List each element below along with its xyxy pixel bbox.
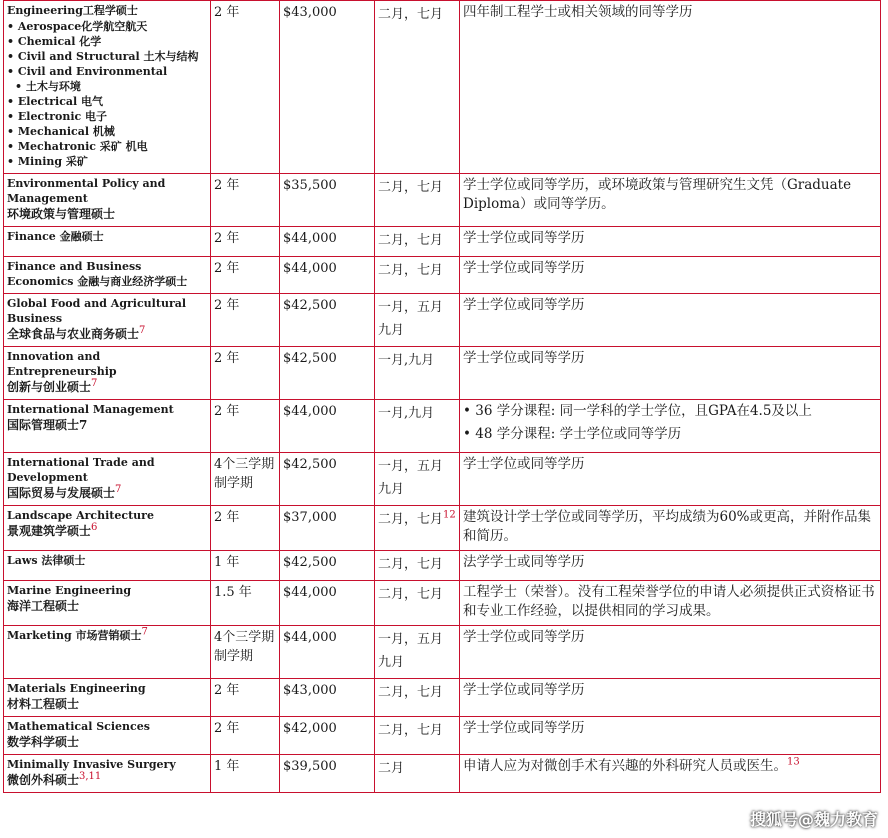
duration-cell: 2 年 (211, 347, 280, 400)
requirement-cell: 工程学士（荣誉）。没有工程荣誉学位的申请人必须提供正式资格证书和专业工作经验，以提供相同的学习成果。 (460, 581, 881, 626)
footnote-ref: 6 (91, 522, 98, 533)
fee-cell: $43,000 (280, 679, 375, 717)
specialisation-list (7, 19, 207, 169)
duration-cell: 1.5 年 (211, 581, 280, 626)
fee-cell: $42,500 (280, 294, 375, 347)
intake-cell (375, 506, 460, 551)
list-item: • Mechatronic 采矿 机电 (7, 139, 207, 154)
table-row (4, 679, 881, 717)
program-name-cell (4, 626, 211, 679)
program-name: Engineering工程学硕士 (7, 4, 138, 17)
intake-cell: 一月,九月 (375, 347, 460, 400)
fee-cell: $44,000 (280, 626, 375, 679)
fee-cell: $35,500 (280, 174, 375, 227)
intake-cell: 一月，五月 九月 (375, 626, 460, 679)
duration-cell: 2 年 (211, 679, 280, 717)
program-name-zh: 环境政策与管理硕士 (7, 207, 116, 221)
list-item: • Chemical 化学 (7, 34, 207, 49)
table-row (4, 626, 881, 679)
duration-cell: 2 年 (211, 400, 280, 453)
program-name: Laws 法律硕士 (7, 554, 86, 567)
program-name: Finance and Business Economics 金融与商业经济学硕士 (7, 260, 188, 288)
program-name-cell (4, 581, 211, 626)
program-name: International Management (7, 403, 174, 416)
fee-cell: $42,500 (280, 453, 375, 506)
table-row (4, 755, 881, 793)
fee-cell: $44,000 (280, 227, 375, 257)
program-name-zh-wrap (7, 523, 207, 539)
intake-cell: 二月，七月 (375, 551, 460, 581)
program-name-cell (4, 294, 211, 347)
fee-cell: $43,000 (280, 1, 375, 174)
list-item: • Mechanical 机械 (7, 124, 207, 139)
intake-cell: 二月，七月 (375, 257, 460, 294)
program-name-cell (4, 717, 211, 755)
program-name-zh: 数学科学硕士 (7, 735, 80, 749)
duration-cell: 4个三学期制学期 (211, 453, 280, 506)
program-name: Innovation and Entrepreneurship (7, 350, 117, 378)
requirement-cell: 学士学位或同等学历 (460, 294, 881, 347)
fee-cell: $42,500 (280, 347, 375, 400)
footnote-ref: 7 (115, 484, 122, 495)
fee-cell: $44,000 (280, 581, 375, 626)
duration-cell: 2 年 (211, 717, 280, 755)
program-name: Materials Engineering (7, 682, 146, 695)
program-name-zh: 微创外科硕士 (7, 773, 80, 787)
duration-cell: 2 年 (211, 174, 280, 227)
program-name-cell (4, 506, 211, 551)
footnote-ref: 13 (787, 756, 800, 768)
list-item-continuation (7, 79, 207, 94)
duration-cell: 1 年 (211, 551, 280, 581)
requirement-text: 申请人应为对微创手术有兴趣的外科研究人员或医生。 (463, 758, 787, 774)
duration-cell: 2 年 (211, 506, 280, 551)
program-name-cell (4, 1, 211, 174)
program-name: Marine Engineering (7, 584, 132, 597)
duration-cell: 1 年 (211, 755, 280, 793)
list-item: • Mining 采矿 (7, 154, 207, 169)
program-name: Landscape Architecture (7, 509, 154, 522)
program-name: Marketing 市场营销硕士 (7, 629, 142, 642)
program-name-cell (4, 551, 211, 581)
intake-text: 二月，七月 (378, 512, 444, 527)
program-name: Finance 金融硕士 (7, 230, 104, 243)
footnote-ref: 7 (139, 325, 146, 336)
fee-cell: $44,000 (280, 257, 375, 294)
list-item: • 48 学分课程: 学士学位或同等学历 (463, 425, 877, 444)
program-name-zh-wrap (7, 379, 207, 395)
table-row (4, 257, 881, 294)
program-name-zh: 景观建筑学硕士 (7, 524, 92, 538)
list-item: • Aerospace化学航空航天 (7, 19, 207, 34)
program-name-zh: 海洋工程硕士 (7, 599, 80, 613)
footnote-ref: 12 (443, 509, 456, 521)
program-name-wrap (7, 628, 207, 643)
program-name: Minimally Invasive Surgery (7, 758, 176, 771)
table-row (4, 551, 881, 581)
program-name: Mathematical Sciences (7, 720, 150, 733)
program-name: Environmental Policy and Management (7, 177, 166, 205)
intake-cell: 二月，七月 (375, 581, 460, 626)
fee-cell: $44,000 (280, 400, 375, 453)
program-name-zh-wrap (7, 326, 207, 342)
requirement-cell: 学士学位或同等学历 (460, 453, 881, 506)
program-name-cell (4, 400, 211, 453)
table-row (4, 174, 881, 227)
intake-cell: 二月 (375, 755, 460, 793)
intake-cell: 二月，七月 (375, 679, 460, 717)
watermark: 搜狐号@魏力教育 (749, 810, 878, 829)
intake-cell: 二月，七月 (375, 227, 460, 257)
program-name-zh: 国际贸易与发展硕士 (7, 486, 116, 500)
duration-cell: 2 年 (211, 294, 280, 347)
intake-cell: 一月，五月 九月 (375, 453, 460, 506)
list-item: • 36 学分课程: 同一学科的学士学位，且GPA在4.5及以上 (463, 402, 877, 421)
table-row (4, 581, 881, 626)
footnote-ref: 7 (91, 378, 98, 389)
list-item: • Civil and Structural 土木与结构 (7, 49, 207, 64)
footnote-ref: 3,11 (79, 771, 102, 782)
duration-cell: 2 年 (211, 227, 280, 257)
requirement-cell: 学士学位或同等学历，或环境政策与管理研究生文凭（Graduate Diploma）或同等学历。 (460, 174, 881, 227)
requirement-cell: 学士学位或同等学历 (460, 227, 881, 257)
table-row (4, 717, 881, 755)
table-row (4, 400, 881, 453)
table-row (4, 294, 881, 347)
requirement-cell: 学士学位或同等学历 (460, 626, 881, 679)
intake-cell: 一月，五月 九月 (375, 294, 460, 347)
table-row (4, 453, 881, 506)
continuation-text: 土木与环境 (25, 80, 81, 93)
requirement-cell (460, 400, 881, 453)
requirement-cell: 四年制工程学士或相关领域的同等学历 (460, 1, 881, 174)
program-name-cell (4, 257, 211, 294)
program-name-zh: 材料工程硕士 (7, 697, 80, 711)
table-row (4, 347, 881, 400)
intake-cell: 一月,九月 (375, 400, 460, 453)
program-name-cell (4, 174, 211, 227)
programs-table (3, 0, 881, 793)
program-name-zh-wrap (7, 485, 207, 501)
list-item: • Civil and Environmental (7, 64, 207, 79)
requirement-cell: 建筑设计学士学位或同等学历，平均成绩为60%或更高，并附作品集和简历。 (460, 506, 881, 551)
program-name-zh: 国际管理硕士7 (7, 418, 88, 432)
program-name-cell (4, 679, 211, 717)
program-name-cell (4, 453, 211, 506)
fee-cell: $42,000 (280, 717, 375, 755)
requirement-cell: 学士学位或同等学历 (460, 257, 881, 294)
program-name: Global Food and Agricultural Business (7, 297, 187, 325)
intake-cell: 二月，七月 (375, 717, 460, 755)
table-row (4, 506, 881, 551)
program-name-cell (4, 227, 211, 257)
program-name-cell (4, 347, 211, 400)
footnote-ref: 7 (141, 626, 148, 638)
program-name-zh: 创新与创业硕士 (7, 380, 92, 394)
program-name-zh-wrap (7, 772, 207, 788)
list-item: • Electronic 电子 (7, 109, 207, 124)
fee-cell: $42,500 (280, 551, 375, 581)
intake-cell: 二月，七月 (375, 174, 460, 227)
requirement-cell: 学士学位或同等学历 (460, 717, 881, 755)
program-name-zh: 全球食品与农业商务硕士 (7, 327, 140, 341)
duration-cell: 2 年 (211, 1, 280, 174)
table-row (4, 1, 881, 174)
duration-cell: 2 年 (211, 257, 280, 294)
list-item: • Electrical 电气 (7, 94, 207, 109)
requirement-list (463, 402, 877, 444)
requirement-cell: 学士学位或同等学历 (460, 347, 881, 400)
table-row (4, 227, 881, 257)
program-name: International Trade and Development (7, 456, 155, 484)
fee-cell: $37,000 (280, 506, 375, 551)
program-name-cell (4, 755, 211, 793)
requirement-cell: 学士学位或同等学历 (460, 679, 881, 717)
requirement-cell (460, 755, 881, 793)
duration-cell: 4个三学期制学期 (211, 626, 280, 679)
requirement-cell: 法学学士或同等学历 (460, 551, 881, 581)
fee-cell: $39,500 (280, 755, 375, 793)
intake-cell: 二月，七月 (375, 1, 460, 174)
